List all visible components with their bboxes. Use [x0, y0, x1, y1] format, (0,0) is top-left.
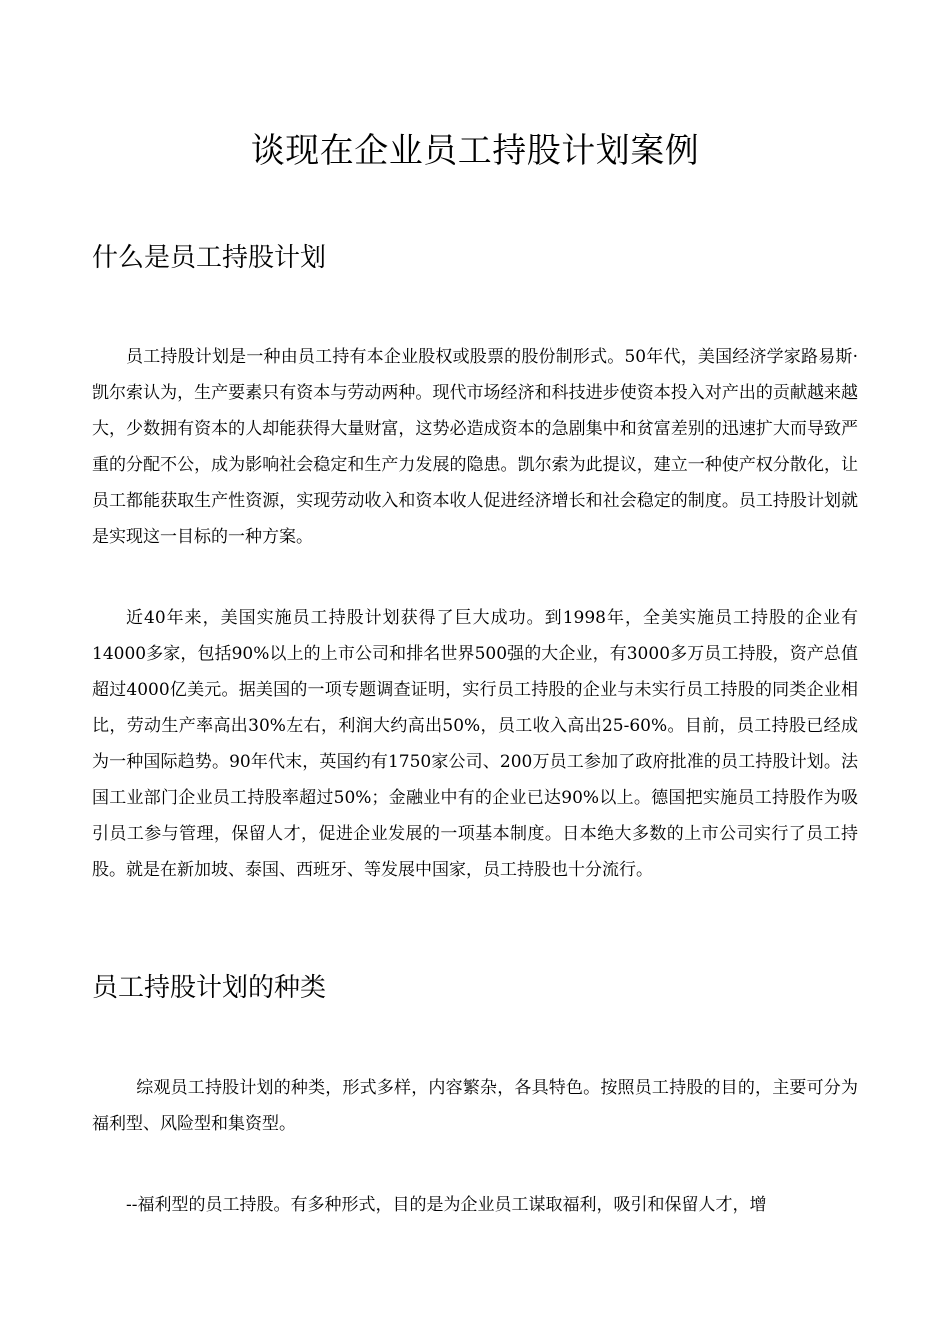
paragraph-history: 近40年来，美国实施员工持股计划获得了巨大成功。到1998年，全美实施员工持股的企业有14000多家，包括90%以上的上市公司和排名世界500强的大企业，有3000多万员工持股，资产总值超过4000亿美元。据美国的一项专题调查证明，实行员工持股的企业与未实行员工持股的同类企业相比，劳动生产率高出30%左右，利润大约高出50%，员工收入高出25-60%。目前，员工持股已经成为一种国际趋势。90年代末，英国约有1750家公司、200万员工参加了政府批准的员工持股计划。法国工业部门企业员工持股率超过50%；金融业中有的企业已达90%以上。德国把实施员工持股作为吸引员工参与管理，保留人才，促进企业发展的一项基本制度。日本绝大多数的上市公司实行了员工持股。就是在新加坡、泰国、西班牙、等发展中国家，员工持股也十分流行。	[92, 608, 858, 880]
document-title: 谈现在企业员工持股计划案例	[250, 131, 700, 171]
paragraph-welfare-type: --福利型的员工持股。有多种形式，目的是为企业员工谋取福利，吸引和保留人才，增	[126, 1195, 767, 1215]
paragraph-types-overview: 综观员工持股计划的种类，形式多样，内容繁杂，各具特色。按照员工持股的目的，主要可分为福利型、风险型和集资型。	[92, 1078, 858, 1134]
section-heading-what-is: 什么是员工持股计划	[92, 243, 327, 273]
section-heading-types: 员工持股计划的种类	[92, 973, 327, 1003]
paragraph-definition: 员工持股计划是一种由员工持有本企业股权或股票的股份制形式。50年代，美国经济学家路易斯·凯尔索认为，生产要素只有资本与劳动两种。现代市场经济和科技进步使资本投入对产出的贡献越来越大，少数拥有资本的人却能获得大量财富，这势必造成资本的急剧集中和贫富差别的迅速扩大而导致严重的分配不公，成为影响社会稳定和生产力发展的隐患。凯尔索为此提议，建立一种使产权分散化，让员工都能获取生产性资源，实现劳动收入和资本收人促进经济增长和社会稳定的制度。员工持股计划就是实现这一目标的一种方案。	[92, 347, 858, 547]
